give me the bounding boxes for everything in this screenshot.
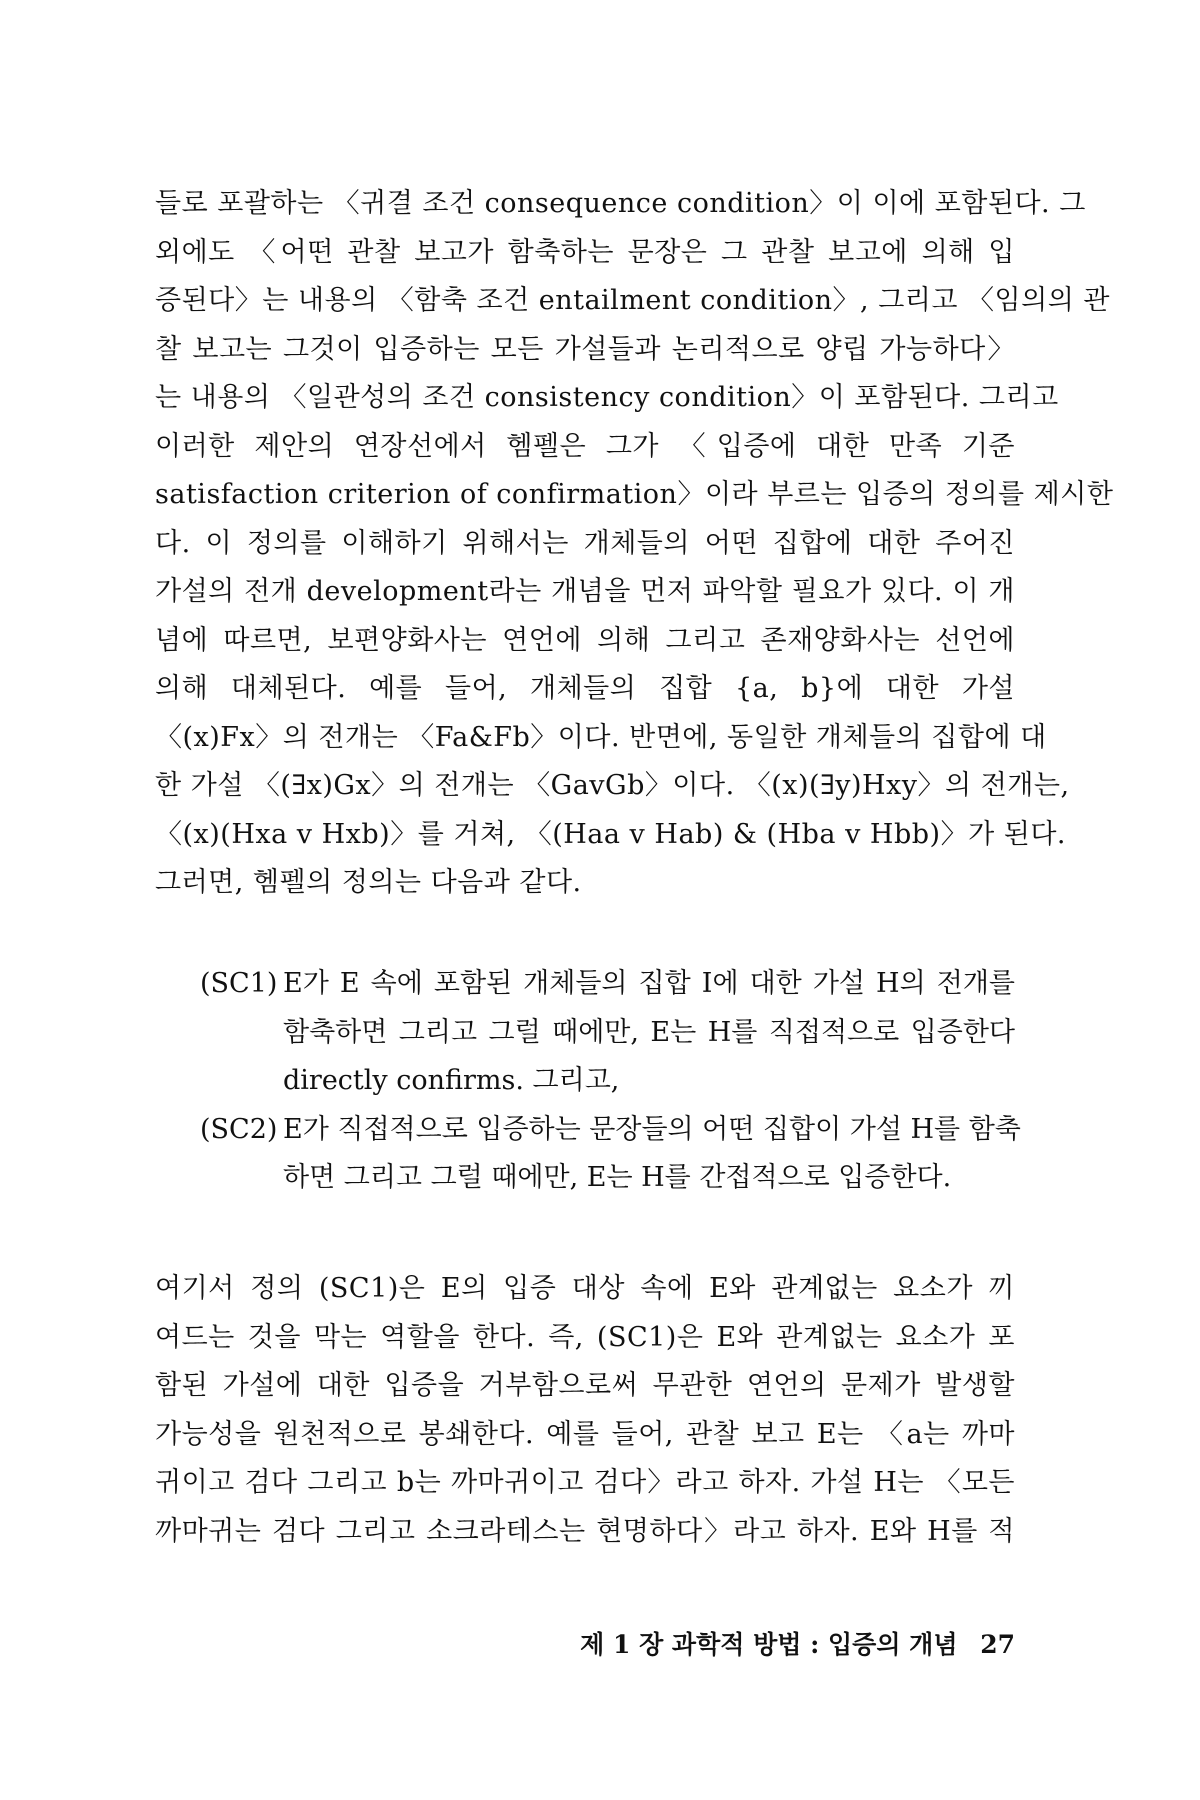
text-line: 귀이고 검다 그리고 b는 까마귀이고 검다〉라고 하자. 가설 H는 〈모든 [155,1467,1015,1498]
text-line: 다. 이 정의를 이해하기 위해서는 개체들의 어떤 집합에 대한 주어진 [155,527,1015,559]
paragraph-2 [155,1265,1015,1556]
page-footer [580,1625,1015,1661]
text-line: 념에 따르면, 보편양화사는 연언에 의해 그리고 존재양화사는 선언에 [155,624,1015,656]
text-line: 의해 대체된다. 예를 들어, 개체들의 집합 {a, b}에 대한 가설 [155,673,1015,704]
definition-sc2-row [0,1154,1015,1203]
definition-sc1-row [0,960,1015,1009]
definition-label: (SC2) [200,1113,278,1145]
text-line: 까마귀는 검다 그리고 소크라테스는 현명하다〉라고 하자. E와 H를 적 [155,1515,1015,1547]
text-line: 〈(x)(Hxa v Hxb)〉를 거쳐, 〈(Haa v Hab) & (Hba v Hbb)〉가 된다. [155,818,1066,850]
text-line: satisfaction criterion of confirmation〉이라 부르는 입증의 정의를 제시한 [155,479,1114,510]
page-number: 27 [980,1630,1015,1659]
definition-text: E가 직접적으로 입증하는 문장들의 어떤 집합이 가설 H를 함축 [283,1113,1021,1145]
text-line: 들로 포괄하는 〈귀결 조건 consequence condition〉이 이에 포함된다. 그 [155,188,1086,219]
text-line: 함된 가설에 대한 입증을 거부함으로써 무관한 연언의 문제가 발생할 [155,1370,1015,1401]
text-line: 찰 보고는 그것이 입증하는 모든 가설들과 논리적으로 양립 가능하다〉 [155,333,1015,365]
text-line: 여기서 정의 (SC1)은 E의 입증 대상 속에 E와 관계없는 요소가 끼 [155,1273,1015,1304]
text-line: 가능성을 원천적으로 봉쇄한다. 예를 들어, 관찰 보고 E는 〈a는 까마 [155,1418,1015,1450]
definitions-block [0,960,1021,1203]
text-line: 여드는 것을 막는 역할을 한다. 즉, (SC1)은 E와 관계없는 요소가 포 [155,1321,1015,1353]
definition-text: directly confirms. 그리고, [283,1065,620,1096]
definition-text: 하면 그리고 그럴 때에만, E는 H를 간접적으로 입증한다. [283,1162,952,1193]
definition-sc2-row [0,1106,1021,1155]
text-line: 그러면, 헴펠의 정의는 다음과 같다. [155,867,582,898]
definition-text: E가 E 속에 포함된 개체들의 집합 I에 대한 가설 H의 전개를 [283,968,1015,999]
definition-sc1-row [0,1009,1015,1058]
chapter-title: 제 1 장 과학적 방법 : 입증의 개념 [580,1630,958,1659]
text-line: 외에도 〈어떤 관찰 보고가 함축하는 문장은 그 관찰 보고에 의해 입 [155,236,1015,268]
definition-text: 함축하면 그리고 그럴 때에만, E는 H를 직접적으로 입증한다 [283,1016,1015,1048]
text-line: 가설의 전개 development라는 개념을 먼저 파악할 필요가 있다. 이 개 [155,576,1015,607]
paragraph-1 [155,180,1114,908]
definition-label: (SC1) [200,968,278,999]
text-line: 〈(x)Fx〉의 전개는 〈Fa&Fb〉이다. 반면에, 동일한 개체들의 집합에 대 [155,721,1047,753]
text-line: 는 내용의 〈일관성의 조건 consistency condition〉이 포함된다. 그리고 [155,382,1059,413]
text-line: 한 가설 〈(∃x)Gx〉의 전개는 〈GavGb〉이다. 〈(x)(∃y)Hxy〉의 전개는, [155,770,1070,801]
definition-sc1-row [0,1057,1015,1106]
text-line: 이러한 제안의 연장선에서 헴펠은 그가 〈입증에 대한 만족 기준 [155,430,1015,462]
text-line: 증된다〉는 내용의 〈함축 조건 entailment condition〉, 그리고 〈임의의 관 [155,285,1110,316]
